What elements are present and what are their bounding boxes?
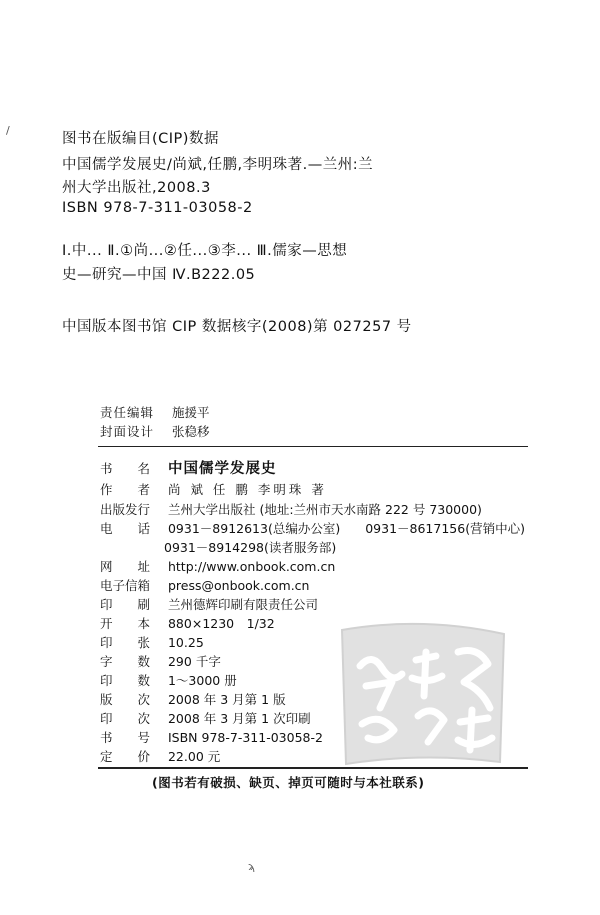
website: http://www.onbook.com.cn bbox=[167, 559, 336, 574]
impression: 2008 年 3 月第 1 次印刷 bbox=[167, 711, 311, 726]
info-row-sheets bbox=[100, 633, 204, 651]
damage-notice: (图书若有破损、缺页、掉页可随时与本社联系) bbox=[152, 775, 425, 790]
cip-line-4: Ⅰ.中... Ⅱ.①尚...②任...③李... Ⅲ.儒家—思想 bbox=[62, 243, 348, 259]
info-row-printer bbox=[100, 595, 318, 613]
info-row-impression bbox=[100, 709, 311, 727]
cip-heading: 图书在版编目(CIP)数据 bbox=[62, 131, 219, 147]
print-run: 1～3000 册 bbox=[167, 673, 237, 688]
scan-mark: / bbox=[6, 124, 10, 137]
info-row-publisher bbox=[100, 500, 482, 518]
info-label: 定 价 bbox=[100, 749, 151, 764]
info-row-title bbox=[100, 457, 276, 478]
scan-mark: ϡ bbox=[248, 860, 255, 873]
publisher: 兰州大学出版社 (地址:兰州市天水南路 222 号 730000) bbox=[167, 502, 482, 517]
seal-stamp-icon bbox=[332, 612, 512, 768]
isbn: ISBN 978-7-311-03058-2 bbox=[167, 730, 323, 745]
credit-label: 责任编辑 bbox=[100, 405, 155, 420]
info-row-isbn bbox=[100, 728, 323, 746]
credit-value: 张稳移 bbox=[171, 424, 210, 439]
printer: 兰州德辉印刷有限责任公司 bbox=[167, 597, 318, 612]
edition: 2008 年 3 月第 1 版 bbox=[167, 692, 286, 707]
format: 880×1230 1/32 bbox=[167, 616, 275, 631]
info-label: 书 号 bbox=[100, 730, 151, 745]
info-label: 电 话 bbox=[100, 521, 151, 536]
info-label: 印 次 bbox=[100, 711, 151, 726]
info-row-price bbox=[100, 747, 220, 765]
phone-2: 0931－8914298(读者服务部) bbox=[164, 540, 337, 555]
credit-row-editor bbox=[100, 403, 210, 421]
cip-line-3: ISBN 978-7-311-03058-2 bbox=[62, 200, 253, 216]
info-label: 印 张 bbox=[100, 635, 151, 650]
email: press@onbook.com.cn bbox=[167, 578, 310, 593]
cip-line-1: 中国儒学发展史/尚斌,任鹏,李明珠著.—兰州:兰 bbox=[62, 157, 374, 173]
info-label: 电子信箱 bbox=[100, 578, 151, 593]
info-label: 作 者 bbox=[100, 482, 151, 497]
credit-row-cover bbox=[100, 422, 210, 440]
info-row-words bbox=[100, 652, 221, 670]
info-label: 印 刷 bbox=[100, 597, 151, 612]
phone: 0931－8912613(总编办公室) 0931－8617156(营销中心) bbox=[167, 521, 525, 536]
cip-line-2: 州大学出版社,2008.3 bbox=[62, 180, 211, 196]
cip-line-5: 史—研究—中国 Ⅳ.B222.05 bbox=[62, 267, 256, 283]
top-divider bbox=[98, 446, 528, 447]
info-label: 网 址 bbox=[100, 559, 151, 574]
info-label: 印 数 bbox=[100, 673, 151, 688]
info-row-website bbox=[100, 557, 335, 575]
price: 22.00 元 bbox=[167, 749, 221, 764]
info-row-format bbox=[100, 614, 275, 632]
info-label: 版 次 bbox=[100, 692, 151, 707]
book-title: 中国儒学发展史 bbox=[167, 461, 277, 477]
info-label: 字 数 bbox=[100, 654, 151, 669]
info-row-phone bbox=[100, 519, 525, 537]
credit-label: 封面设计 bbox=[100, 424, 155, 439]
info-row-print-run bbox=[100, 671, 237, 689]
info-row-edition bbox=[100, 690, 286, 708]
info-label: 出版发行 bbox=[100, 502, 151, 517]
info-row-email bbox=[100, 576, 309, 594]
word-count: 290 千字 bbox=[167, 654, 221, 669]
credit-value: 施援平 bbox=[171, 405, 210, 420]
info-label: 开 本 bbox=[100, 616, 151, 631]
authors: 尚 斌 任 鹏 李明珠 著 bbox=[167, 482, 327, 497]
info-row-authors bbox=[100, 480, 327, 498]
sheets: 10.25 bbox=[167, 635, 204, 650]
info-label: 书 名 bbox=[100, 461, 151, 476]
info-row-phone-2 bbox=[164, 538, 336, 556]
cip-verification: 中国版本图书馆 CIP 数据核字(2008)第 027257 号 bbox=[62, 319, 412, 335]
